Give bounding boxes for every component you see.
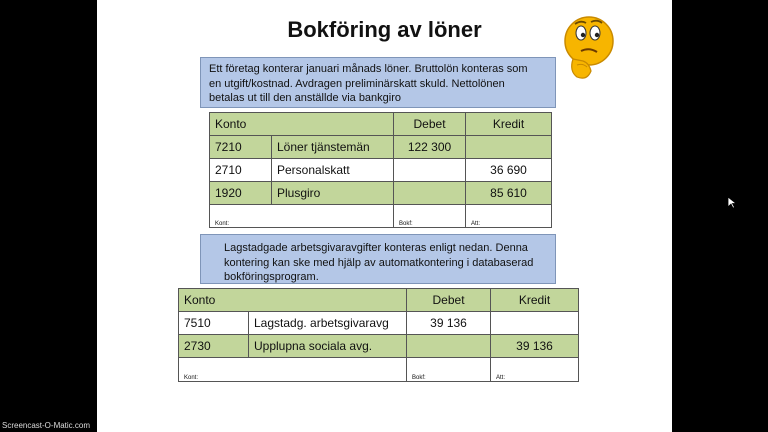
thinking-face-icon (561, 13, 617, 85)
note-line: kontering kan ske med hjälp av automatkontering i databaserad (224, 256, 534, 269)
table-row (210, 136, 552, 159)
footer-bokf: Bokf: (407, 358, 491, 382)
credit-value: 85 610 (466, 182, 552, 205)
ledger-table-employer-fees (178, 288, 579, 382)
header-konto: Konto (179, 289, 407, 312)
credit-value (466, 136, 552, 159)
account-number: 1920 (210, 182, 272, 205)
table-footer-row (210, 205, 552, 228)
account-name: Löner tjänstemän (272, 136, 394, 159)
table-row (210, 182, 552, 205)
account-number: 2710 (210, 159, 272, 182)
account-name: Lagstadg. arbetsgivaravg (249, 312, 407, 335)
mouse-pointer-icon (728, 197, 736, 209)
table-row (179, 312, 579, 335)
debit-value (407, 335, 491, 358)
account-name: Personalskatt (272, 159, 394, 182)
account-name: Upplupna sociala avg. (249, 335, 407, 358)
header-kredit: Kredit (466, 113, 552, 136)
intro-note (200, 57, 556, 108)
credit-value: 39 136 (491, 335, 579, 358)
table-row (179, 335, 579, 358)
footer-kont: Kont: (179, 358, 407, 382)
table-header-row (210, 113, 552, 136)
account-name: Plusgiro (272, 182, 394, 205)
credit-value (491, 312, 579, 335)
debit-value (394, 159, 466, 182)
footer-bokf: Bokf: (394, 205, 466, 228)
footer-att: Att: (466, 205, 552, 228)
note-line: betalas ut till den anställde via bankgiro (209, 92, 402, 104)
header-konto: Konto (210, 113, 394, 136)
account-number: 7210 (210, 136, 272, 159)
header-debet: Debet (394, 113, 466, 136)
note-line: Ett företag konterar januari månads löner. Bruttolön konteras som (209, 63, 528, 75)
debit-value: 122 300 (394, 136, 466, 159)
note-line: bokföringsprogram. (224, 271, 319, 283)
ledger-table-salaries (209, 112, 552, 228)
footer-att: Att: (491, 358, 579, 382)
table-footer-row (179, 358, 579, 382)
note-line: en utgift/kostnad. Avdragen preliminärskatt skuld. Nettolönen (209, 77, 505, 90)
employer-fee-note (200, 234, 556, 284)
slide-title: Bokföring av löner (287, 17, 482, 42)
table-header-row (179, 289, 579, 312)
account-number: 7510 (179, 312, 249, 335)
debit-value: 39 136 (407, 312, 491, 335)
table-row (210, 159, 552, 182)
note-line: Lagstadgade arbetsgivaravgifter konteras enligt nedan. Denna (224, 242, 528, 254)
credit-value: 36 690 (466, 159, 552, 182)
watermark: Screencast-O-Matic.com (0, 420, 97, 432)
account-number: 2730 (179, 335, 249, 358)
header-debet: Debet (407, 289, 491, 312)
debit-value (394, 182, 466, 205)
footer-kont: Kont: (210, 205, 394, 228)
header-kredit: Kredit (491, 289, 579, 312)
